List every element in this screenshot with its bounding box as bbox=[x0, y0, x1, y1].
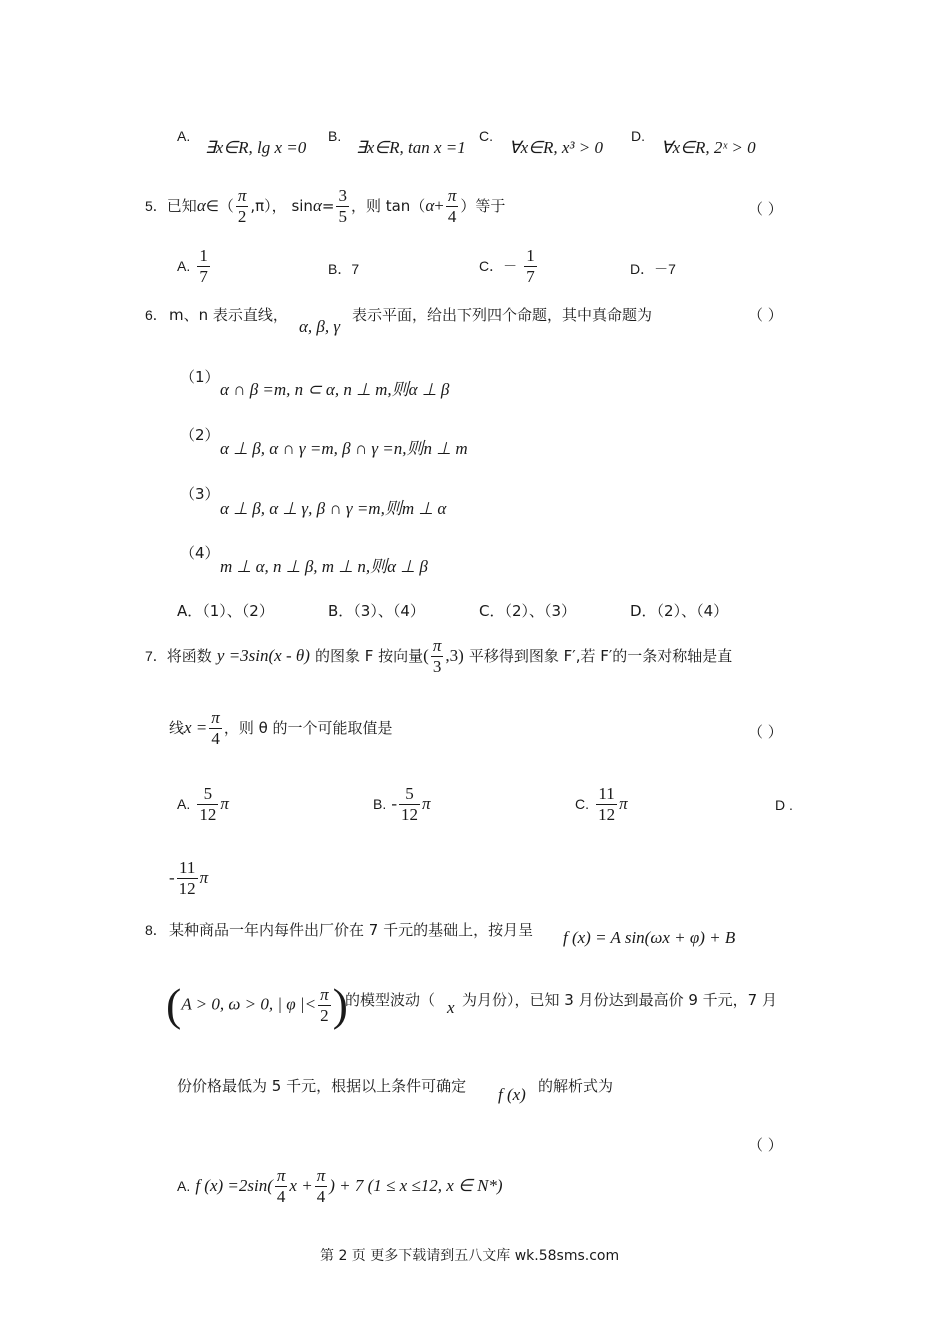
q7-option-c-fraction: $\frac{11}{12}$ bbox=[598, 784, 616, 824]
q5-in: ∈（ bbox=[205, 197, 234, 215]
q5-sin: sin bbox=[291, 197, 313, 215]
q5-text-4: ）等于 bbox=[460, 197, 506, 215]
q7-option-b-pi: π bbox=[422, 794, 431, 813]
q4-option-a-label: A. bbox=[177, 128, 191, 144]
q6-prop-1: α ∩ β =m, n ⊂ α, n ⊥ m,则α ⊥ β bbox=[220, 380, 450, 399]
q7-x-equals: x = bbox=[184, 718, 208, 737]
q5-alpha-2: α bbox=[312, 196, 322, 215]
q8-text-2: 的模型波动（ bbox=[345, 991, 436, 1009]
q7-option-d-pi: π bbox=[199, 868, 209, 887]
q7-text-1: 将函数 bbox=[166, 647, 212, 665]
q8-x-variable: x bbox=[447, 998, 455, 1017]
q7-option-d-value bbox=[169, 858, 208, 899]
q6-option-c: C．（2）、（3） bbox=[479, 602, 577, 620]
q5-option-c-label: C．－ bbox=[479, 258, 518, 274]
q4-option-d-label: D. bbox=[631, 128, 645, 144]
q6-prop-3: α ⊥ β, α ⊥ γ, β ∩ γ =m,则m ⊥ α bbox=[220, 499, 447, 518]
q5-option-a-label: A. bbox=[177, 258, 191, 274]
q5-option-a-fraction: $\frac{1}{7}$ bbox=[199, 246, 208, 286]
q5-equals: = bbox=[321, 197, 335, 215]
q7-vector-fraction: $\frac{\pi}{3}$ bbox=[432, 636, 442, 676]
q6-number: 6． bbox=[145, 307, 167, 323]
q5-fraction-1: $\frac{\pi}{2}$ bbox=[237, 186, 247, 226]
q7-option-a-pi: π bbox=[220, 794, 229, 813]
q4-option-a-expr: ∃x∈R, lg x =0 bbox=[205, 138, 307, 157]
q8-option-a bbox=[177, 1166, 503, 1207]
q4-option-b-expr: ∃x∈R, tan x =1 bbox=[356, 138, 466, 157]
q7-x-fraction: $\frac{\pi}{4}$ bbox=[211, 708, 220, 748]
q7-option-d-label: D . bbox=[775, 797, 793, 813]
q7-option-b-sign: - bbox=[391, 794, 397, 813]
q7-option-b-fraction: $\frac{5}{12}$ bbox=[401, 784, 418, 824]
q8-answer-paren: （ ） bbox=[748, 1136, 783, 1154]
q8-text-3: 为月份），已知 3 月份达到最高价 9 千元，7 月 bbox=[462, 991, 777, 1009]
q5-text-1: 已知 bbox=[166, 197, 197, 215]
q8-option-a-label: A. bbox=[177, 1178, 191, 1194]
q7-vector-open: ( bbox=[423, 646, 429, 665]
q5-plus: + bbox=[434, 196, 444, 215]
q7-option-c-label: C. bbox=[575, 796, 589, 812]
q5-text-3: ，则 tan（ bbox=[350, 197, 426, 215]
q6-option-a: A．（1）、（2） bbox=[177, 602, 274, 620]
q8-option-a-fraction-2: $\frac{\pi}{4}$ bbox=[316, 1166, 326, 1206]
q7-text-3: 平移得到图象 F′,若 F′的一条对称轴是直 bbox=[468, 647, 733, 665]
q7-text-2: 的图象 F 按向量 bbox=[315, 647, 424, 665]
q7-option-d-fraction: $\frac{11}{12}$ bbox=[178, 858, 196, 898]
q5-text-2: ,π）， bbox=[250, 197, 292, 215]
q8-cond-paren-close: ) bbox=[332, 979, 348, 1030]
q6-prop-4-label: （4） bbox=[180, 544, 220, 562]
q8-fx: f (x) bbox=[498, 1085, 526, 1104]
q5-option-c-fraction: $\frac{1}{7}$ bbox=[526, 246, 535, 286]
q8-cond-paren-open: ( bbox=[166, 979, 182, 1030]
q5-option-c bbox=[479, 246, 539, 287]
page-footer: 第 2 页 更多下载请到五八文库 wk.58sms.com bbox=[320, 1248, 620, 1264]
q7-option-c bbox=[575, 784, 628, 825]
q7-option-b-label: B. bbox=[373, 796, 387, 812]
q5-option-a bbox=[177, 246, 212, 287]
q4-option-c-expr: ∀x∈R, x³ > 0 bbox=[509, 138, 603, 157]
q8-number: 8． bbox=[145, 922, 167, 938]
q5-fraction-2: $\frac{3}{5}$ bbox=[338, 186, 347, 226]
q5-alpha-3: α bbox=[425, 196, 435, 215]
q7-stem-line-2 bbox=[169, 708, 393, 749]
q8-option-a-pre: f (x) =2sin( bbox=[195, 1176, 273, 1195]
q7-option-c-pi: π bbox=[619, 794, 628, 813]
q7-option-a-label: A. bbox=[177, 796, 191, 812]
q8-option-a-post: ) + 7 (1 ≤ x ≤12, x ∈ N*) bbox=[329, 1176, 503, 1195]
q8-option-a-fraction-1: $\frac{\pi}{4}$ bbox=[276, 1166, 286, 1206]
q5-answer-paren: （ ） bbox=[748, 200, 783, 218]
q7-function: y =3sin(x - θ) bbox=[216, 646, 310, 665]
q8-condition: A > 0, ω > 0, | φ |< bbox=[181, 994, 317, 1014]
q8-function: f (x) = A sin(ωx + φ) + B bbox=[563, 928, 736, 947]
q7-text-4: 线 bbox=[169, 719, 185, 737]
q6-prop-4: m ⊥ α, n ⊥ β, m ⊥ n,则α ⊥ β bbox=[220, 557, 428, 576]
q7-option-d-sign: - bbox=[169, 868, 175, 887]
q7-text-5: ，则 θ 的一个可能取值是 bbox=[223, 719, 393, 737]
q7-vector-close: ,3) bbox=[445, 646, 464, 665]
q8-option-a-mid: x + bbox=[289, 1176, 313, 1195]
q4-option-d-expr: ∀x∈R, 2ˣ > 0 bbox=[661, 138, 756, 157]
q8-condition-line bbox=[166, 979, 348, 1030]
q5-number: 5． bbox=[145, 198, 167, 214]
q5-option-d: D．－7 bbox=[630, 261, 676, 277]
q5-stem bbox=[145, 186, 505, 227]
q6-option-b: B．（3）、（4） bbox=[328, 602, 425, 620]
q6-answer-paren: （ ） bbox=[748, 306, 783, 324]
q8-text-1: 某种商品一年内每件出厂价在 7 千元的基础上，按月呈 bbox=[169, 921, 534, 939]
q6-option-d: D．（2）、（4） bbox=[630, 602, 729, 620]
q6-greek: α, β, γ bbox=[299, 317, 341, 336]
q6-prop-1-label: （1） bbox=[180, 368, 220, 386]
q5-fraction-3: $\frac{\pi}{4}$ bbox=[447, 186, 457, 226]
q7-option-a-fraction: $\frac{5}{12}$ bbox=[199, 784, 217, 824]
q6-text-1: m、n 表示直线， bbox=[169, 306, 288, 324]
q7-number: 7． bbox=[145, 648, 167, 664]
q4-option-c-label: C. bbox=[479, 128, 493, 144]
q6-prop-2: α ⊥ β, α ∩ γ =m, β ∩ γ =n,则n ⊥ m bbox=[220, 439, 468, 458]
q5-alpha: α bbox=[196, 196, 206, 215]
q5-option-b: B．7 bbox=[328, 261, 360, 277]
q7-answer-paren: （ ） bbox=[748, 723, 783, 741]
q8-text-5: 的解析式为 bbox=[538, 1077, 614, 1095]
q8-text-4: 份价格最低为 5 千元，根据以上条件可确定 bbox=[177, 1077, 467, 1095]
q8-condition-fraction: $\frac{\pi}{2}$ bbox=[320, 984, 329, 1025]
q7-stem-line-1 bbox=[145, 636, 732, 677]
q7-option-a bbox=[177, 784, 229, 825]
q6-prop-3-label: （3） bbox=[180, 485, 220, 503]
q7-option-b bbox=[373, 784, 431, 825]
q6-text-2: 表示平面，给出下列四个命题，其中真命题为 bbox=[352, 306, 653, 324]
q4-option-b-label: B. bbox=[328, 128, 342, 144]
q6-prop-2-label: （2） bbox=[180, 426, 220, 444]
